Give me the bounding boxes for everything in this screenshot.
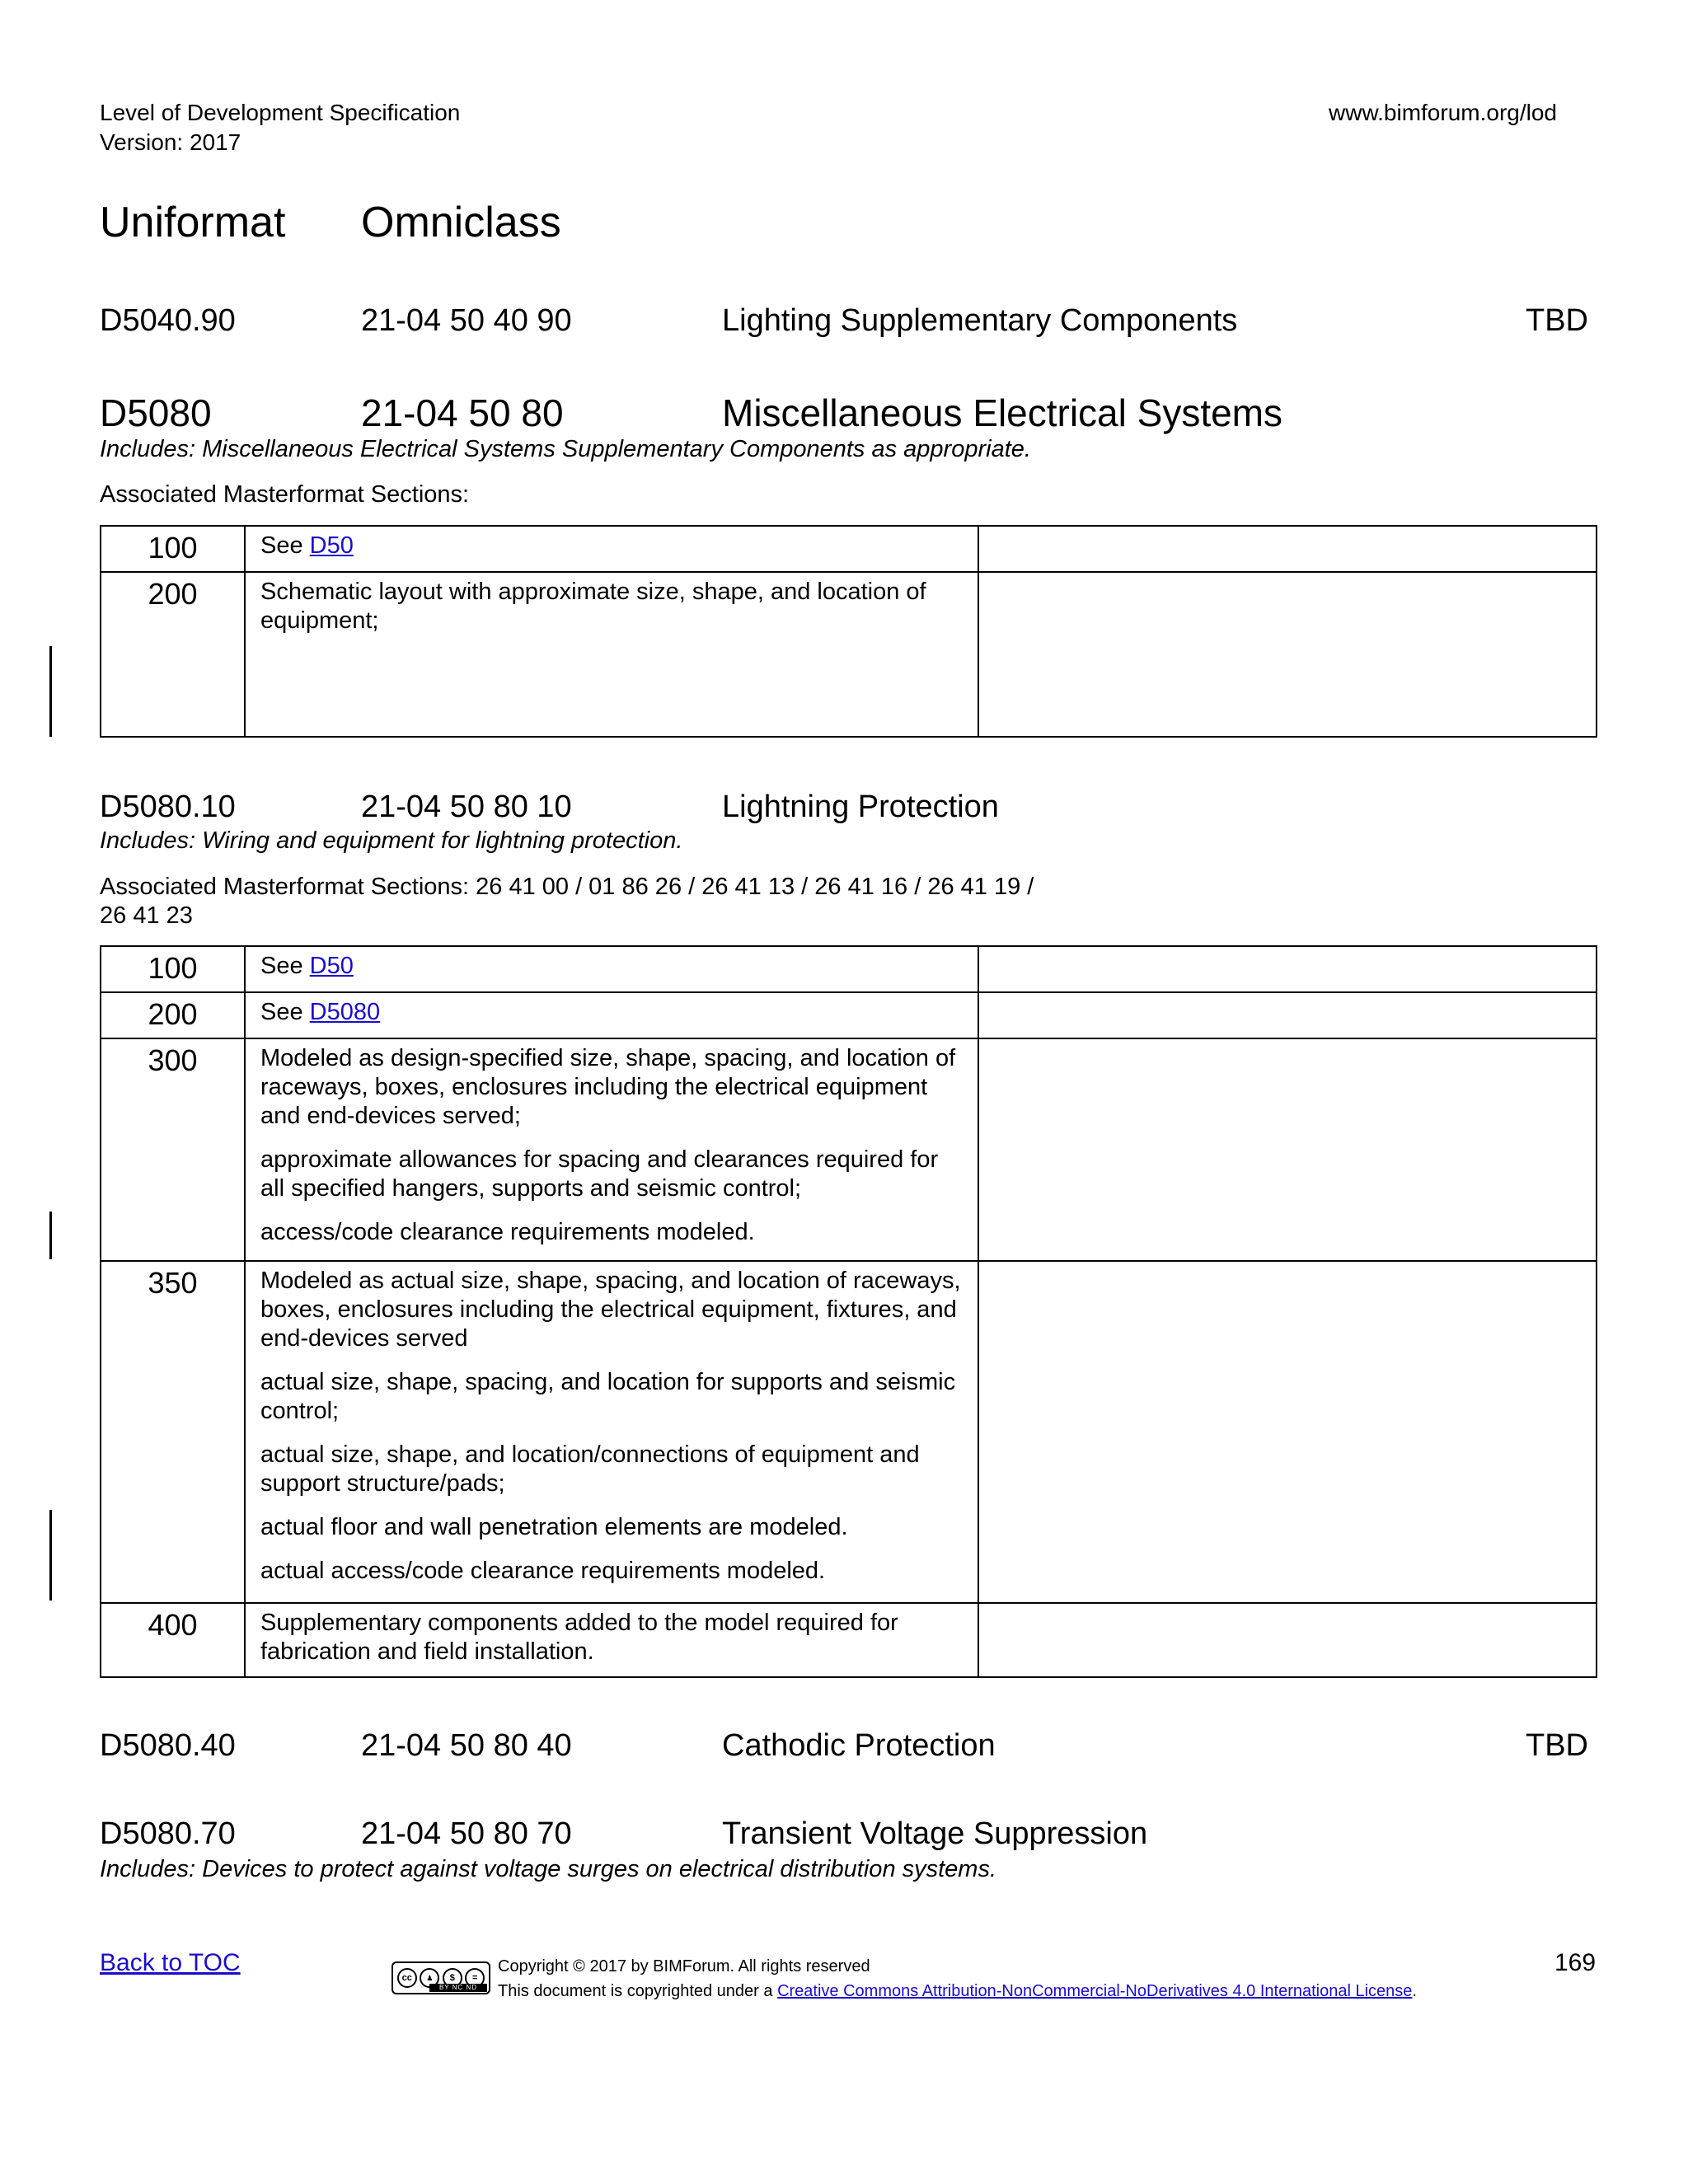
doc-version: Version: 2017 [100, 129, 241, 155]
link-d50[interactable]: D50 [309, 532, 354, 559]
lod-description: Supplementary components added to the model required for fabrication and field installation. [245, 1603, 978, 1677]
table-row [101, 572, 1597, 737]
nc-icon: $ [443, 1968, 462, 1988]
lod-level: 100 [101, 526, 245, 572]
lod-paragraph: access/code clearance requirements modeled. [260, 1219, 755, 1245]
link-d5080[interactable]: D5080 [309, 999, 381, 1025]
lod-notes [978, 992, 1597, 1038]
by-icon: ♟ [420, 1968, 439, 1988]
lod-level: 200 [101, 572, 245, 737]
page-number: 169 [1554, 1949, 1597, 1976]
back-to-toc-link[interactable]: Back to TOC [100, 1949, 241, 1976]
lod-paragraph: Modeled as actual size, shape, spacing, and location of raceways, boxes, enclosures including the electrical equipment, fixtures, and end-devices served [260, 1268, 961, 1352]
table-row [101, 1603, 1597, 1677]
lod-notes [978, 572, 1597, 737]
section-includes: Includes: Miscellaneous Electrical Systems Supplementary Components as appropriate. [100, 436, 1031, 462]
section-code: D5040.90 [100, 303, 236, 338]
table-row [101, 1261, 1597, 1603]
lod-description: See D5080 [245, 992, 978, 1038]
lod-paragraph: actual size, shape, spacing, and location for supports and seismic control; [260, 1369, 956, 1424]
cc-icon: cc [397, 1968, 417, 1988]
change-bar [49, 1212, 52, 1259]
lod-paragraph: approximate allowances for spacing and clearances required for all specified hangers, supports and seismic control; [260, 1146, 939, 1202]
lod-description: See D50 [245, 526, 978, 572]
section-code: D5080.10 [100, 790, 236, 824]
section-status: TBD [1526, 1728, 1588, 1763]
lod-notes [978, 1038, 1597, 1261]
section-code: D5080.40 [100, 1728, 236, 1763]
table-row [101, 526, 1597, 572]
lod-notes [978, 1603, 1597, 1677]
lod-paragraph: actual access/code clearance requirements modeled. [260, 1558, 826, 1584]
lod-notes [978, 946, 1597, 992]
lod-level: 200 [101, 992, 245, 1038]
section-name: Lighting Supplementary Components [722, 303, 1238, 338]
section-name: Lightning Protection [722, 790, 999, 824]
lod-paragraph: actual floor and wall penetration elements are modeled. [260, 1514, 848, 1540]
lod-description: See D50 [245, 946, 978, 992]
cc-license-icon [392, 1961, 490, 1994]
cc-badge-strip: BY NC ND [429, 1984, 487, 1992]
lod-level: 350 [101, 1261, 245, 1603]
section-includes: Includes: Devices to protect against voltage surges on electrical distribution systems. [100, 1856, 997, 1882]
change-bar [49, 1510, 52, 1601]
change-bar [49, 646, 52, 737]
lod-level: 400 [101, 1603, 245, 1677]
section-omniclass: 21-04 50 80 70 [361, 1816, 572, 1851]
section-code: D5080 [100, 391, 212, 434]
section-omniclass: 21-04 50 80 10 [361, 790, 572, 824]
license-text: This document is copyrighted under a Creative Commons Attribution-NonCommercial-NoDerivatives 4.0 International License. [498, 1982, 1417, 2000]
lod-paragraph: Modeled as design-specified size, shape, spacing, and location of raceways, boxes, enclosures including the electrical equipment and end-devices served; [260, 1045, 956, 1129]
masterformat-sections: Associated Masterformat Sections: [100, 481, 470, 508]
copyright-text: Copyright © 2017 by BIMForum. All rights reserved [498, 1957, 870, 1975]
lod-description: Schematic layout with approximate size, shape, and location of equipment; [245, 572, 978, 737]
section-name: Transient Voltage Suppression [722, 1816, 1148, 1851]
section-code: D5080.70 [100, 1816, 236, 1851]
lod-notes [978, 1261, 1597, 1603]
section-name: Cathodic Protection [722, 1728, 996, 1763]
lod-description [245, 1038, 978, 1261]
link-d50[interactable]: D50 [309, 953, 354, 979]
masterformat-sections-cont: 26 41 23 [100, 902, 193, 929]
section-omniclass: 21-04 50 80 40 [361, 1728, 572, 1763]
lod-paragraph: actual size, shape, and location/connections of equipment and support structure/pads; [260, 1441, 920, 1497]
lod-level: 300 [101, 1038, 245, 1261]
nd-icon: = [465, 1968, 485, 1988]
doc-title: Level of Development Specification [100, 100, 461, 125]
section-status: TBD [1526, 303, 1588, 338]
lod-notes [978, 526, 1597, 572]
lod-table-d5080 [100, 525, 1597, 738]
column-heading-uniformat: Uniformat [100, 199, 286, 246]
column-heading-omniclass: Omniclass [361, 199, 561, 246]
lod-table-d5080-10 [100, 945, 1597, 1678]
section-name: Miscellaneous Electrical Systems [722, 391, 1283, 434]
license-link[interactable]: Creative Commons Attribution-NonCommercial-NoDerivatives 4.0 International License [777, 1982, 1413, 2000]
masterformat-sections: Associated Masterformat Sections: 26 41 00 / 01 86 26 / 26 41 13 / 26 41 16 / 26 41 19 / [100, 874, 1034, 900]
table-row [101, 992, 1597, 1038]
header-url: www.bimforum.org/lod [1329, 100, 1557, 125]
lod-description [245, 1261, 978, 1603]
section-omniclass: 21-04 50 40 90 [361, 303, 572, 338]
section-includes: Includes: Wiring and equipment for lightning protection. [100, 827, 683, 854]
table-row [101, 946, 1597, 992]
section-omniclass: 21-04 50 80 [361, 391, 564, 434]
table-row [101, 1038, 1597, 1261]
lod-level: 100 [101, 946, 245, 992]
